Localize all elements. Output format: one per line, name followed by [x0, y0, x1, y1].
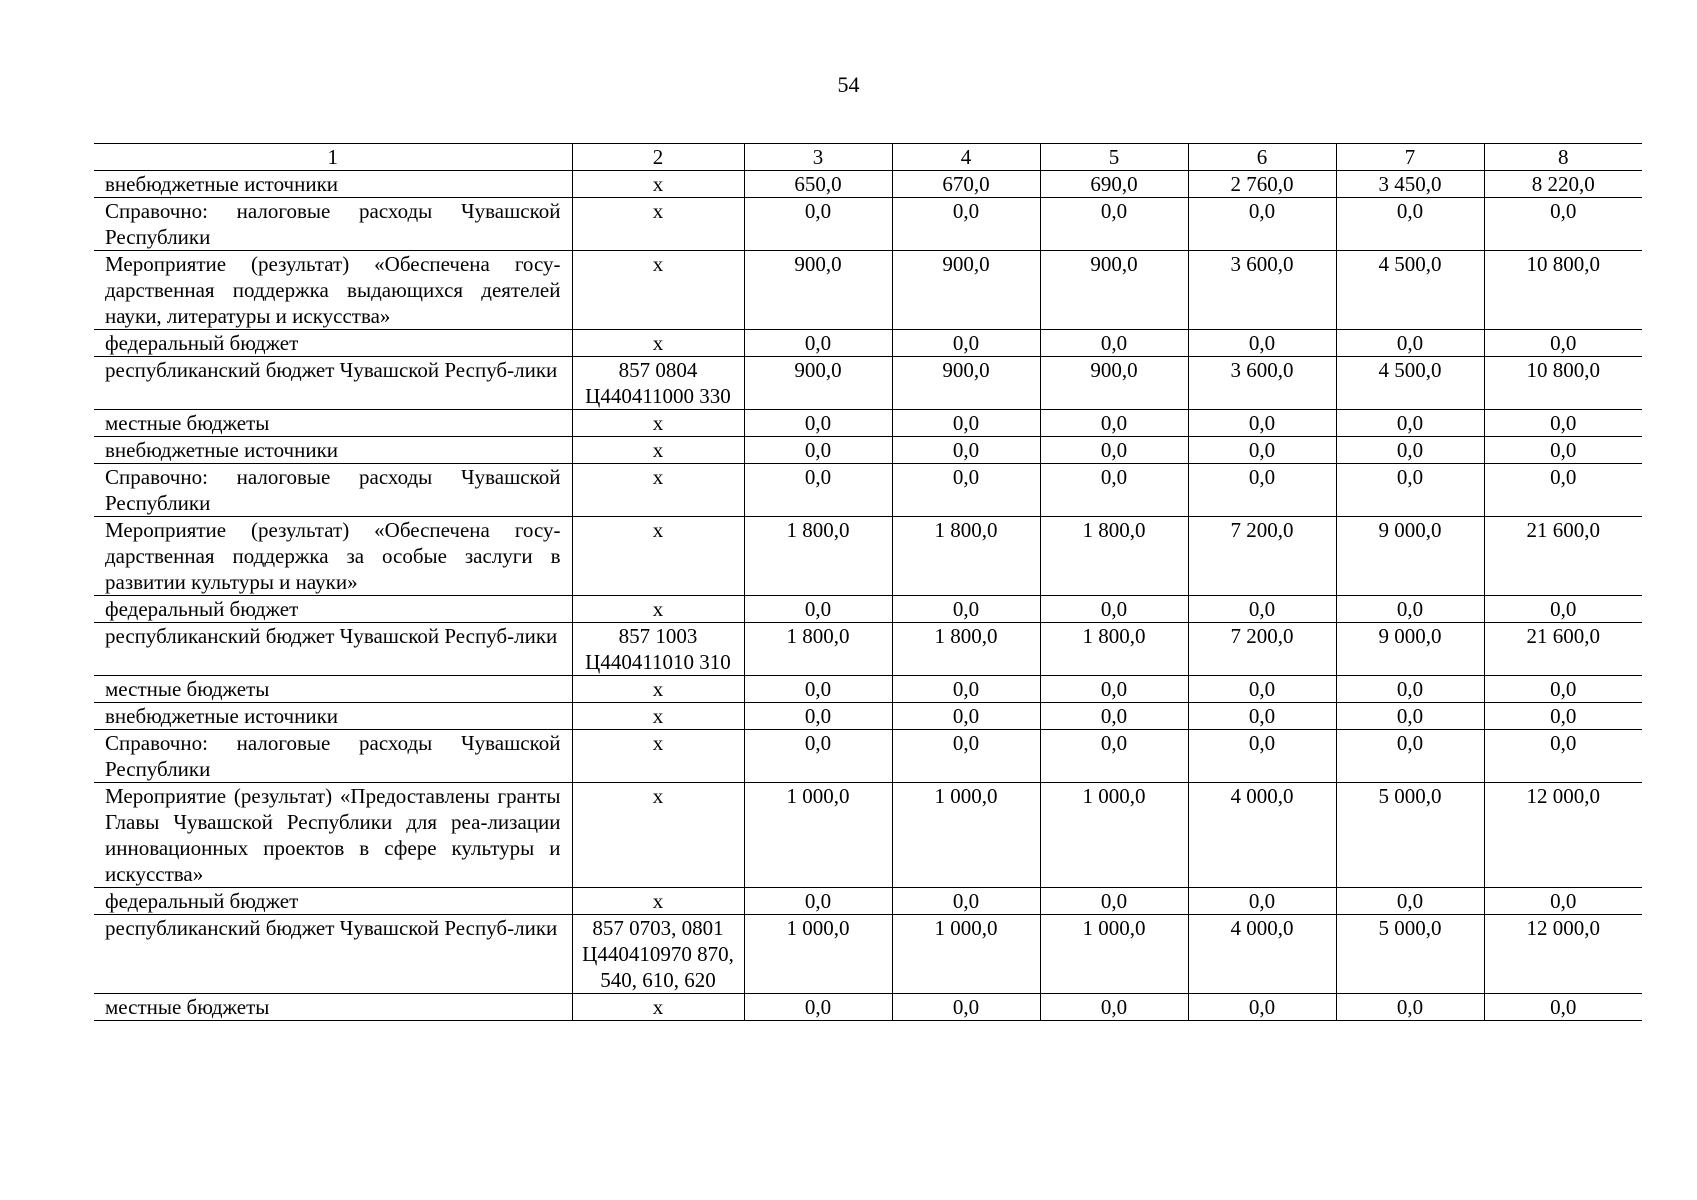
amount-cell: 0,0 [1188, 410, 1336, 437]
amount-cell: 5 000,0 [1336, 783, 1484, 888]
amount-cell: 0,0 [1484, 676, 1642, 703]
row-label-cell: республиканский бюджет Чувашской Респуб-лики [94, 623, 572, 676]
amount-cell: 7 200,0 [1188, 517, 1336, 596]
amount-cell: 12 000,0 [1484, 783, 1642, 888]
budget-code-cell: х [572, 171, 744, 198]
amount-cell: 4 000,0 [1188, 915, 1336, 994]
table-row [94, 437, 1642, 464]
amount-cell: 1 800,0 [892, 623, 1040, 676]
amount-cell: 0,0 [1484, 703, 1642, 730]
amount-cell: 0,0 [1188, 330, 1336, 357]
row-label-cell: республиканский бюджет Чувашской Респуб-лики [94, 357, 572, 410]
column-number-header: 4 [892, 144, 1040, 171]
amount-cell: 900,0 [1040, 357, 1188, 410]
amount-cell: 0,0 [1336, 437, 1484, 464]
amount-cell: 0,0 [1336, 198, 1484, 251]
budget-code-cell: х [572, 888, 744, 915]
amount-cell: 0,0 [1188, 703, 1336, 730]
amount-cell: 1 000,0 [744, 915, 892, 994]
amount-cell: 0,0 [892, 703, 1040, 730]
column-number-header: 6 [1188, 144, 1336, 171]
amount-cell: 0,0 [1484, 994, 1642, 1021]
amount-cell: 900,0 [892, 251, 1040, 330]
amount-cell: 0,0 [1040, 994, 1188, 1021]
amount-cell: 0,0 [1336, 330, 1484, 357]
amount-cell: 0,0 [892, 464, 1040, 517]
amount-cell: 0,0 [892, 410, 1040, 437]
amount-cell: 900,0 [744, 357, 892, 410]
budget-code-cell: х [572, 783, 744, 888]
amount-cell: 0,0 [744, 730, 892, 783]
amount-cell: 0,0 [744, 596, 892, 623]
amount-cell: 0,0 [744, 330, 892, 357]
table-row [94, 888, 1642, 915]
budget-code-cell: х [572, 437, 744, 464]
row-label-cell: Справочно: налоговые расходы Чувашской Республики [94, 198, 572, 251]
amount-cell: 0,0 [1040, 410, 1188, 437]
amount-cell: 1 800,0 [892, 517, 1040, 596]
amount-cell: 0,0 [744, 410, 892, 437]
row-label-cell: местные бюджеты [94, 994, 572, 1021]
amount-cell: 1 000,0 [1040, 783, 1188, 888]
amount-cell: 1 800,0 [1040, 517, 1188, 596]
amount-cell: 0,0 [1188, 596, 1336, 623]
amount-cell: 0,0 [1188, 730, 1336, 783]
amount-cell: 0,0 [1188, 888, 1336, 915]
table-row [94, 730, 1642, 783]
amount-cell: 0,0 [744, 437, 892, 464]
row-label-cell: Мероприятие (результат) «Обеспечена госу-дарственная поддержка за особые заслуги в развитии культуры и науки» [94, 517, 572, 596]
amount-cell: 0,0 [892, 330, 1040, 357]
amount-cell: 8 220,0 [1484, 171, 1642, 198]
amount-cell: 9 000,0 [1336, 517, 1484, 596]
table-row [94, 676, 1642, 703]
amount-cell: 0,0 [1040, 888, 1188, 915]
amount-cell: 0,0 [1188, 198, 1336, 251]
table-row [94, 464, 1642, 517]
row-label-cell: федеральный бюджет [94, 330, 572, 357]
amount-cell: 0,0 [1484, 437, 1642, 464]
amount-cell: 0,0 [892, 596, 1040, 623]
amount-cell: 0,0 [1336, 596, 1484, 623]
amount-cell: 0,0 [1188, 676, 1336, 703]
budget-code-cell: х [572, 330, 744, 357]
budget-code-cell: х [572, 517, 744, 596]
amount-cell: 0,0 [1188, 464, 1336, 517]
budget-code-cell: х [572, 464, 744, 517]
amount-cell: 0,0 [1040, 330, 1188, 357]
amount-cell: 1 000,0 [892, 915, 1040, 994]
amount-cell: 21 600,0 [1484, 517, 1642, 596]
row-label-cell: внебюджетные источники [94, 171, 572, 198]
amount-cell: 0,0 [1484, 730, 1642, 783]
amount-cell: 10 800,0 [1484, 357, 1642, 410]
amount-cell: 3 600,0 [1188, 357, 1336, 410]
amount-cell: 21 600,0 [1484, 623, 1642, 676]
amount-cell: 3 600,0 [1188, 251, 1336, 330]
amount-cell: 0,0 [1484, 410, 1642, 437]
column-number-header: 8 [1484, 144, 1642, 171]
amount-cell: 0,0 [892, 994, 1040, 1021]
amount-cell: 0,0 [892, 730, 1040, 783]
amount-cell: 0,0 [892, 676, 1040, 703]
amount-cell: 0,0 [1336, 464, 1484, 517]
table-row [94, 623, 1642, 676]
row-label-cell: Мероприятие (результат) «Обеспечена госу-дарственная поддержка выдающихся деятелей науки, литературы и искусства» [94, 251, 572, 330]
amount-cell: 900,0 [892, 357, 1040, 410]
budget-code-cell: 857 1003 Ц440411010 310 [572, 623, 744, 676]
amount-cell: 0,0 [1336, 994, 1484, 1021]
amount-cell: 0,0 [1040, 198, 1188, 251]
amount-cell: 12 000,0 [1484, 915, 1642, 994]
row-label-cell: республиканский бюджет Чувашской Респуб-лики [94, 915, 572, 994]
amount-cell: 4 500,0 [1336, 357, 1484, 410]
amount-cell: 0,0 [1484, 198, 1642, 251]
column-number-header: 1 [94, 144, 572, 171]
column-number-header: 5 [1040, 144, 1188, 171]
amount-cell: 0,0 [744, 994, 892, 1021]
column-number-header: 7 [1336, 144, 1484, 171]
amount-cell: 0,0 [744, 464, 892, 517]
table-row [94, 517, 1642, 596]
amount-cell: 0,0 [1484, 888, 1642, 915]
amount-cell: 0,0 [1040, 464, 1188, 517]
amount-cell: 0,0 [1484, 464, 1642, 517]
table-header-row [94, 144, 1642, 171]
amount-cell: 0,0 [744, 676, 892, 703]
budget-code-cell: х [572, 730, 744, 783]
amount-cell: 0,0 [1336, 703, 1484, 730]
row-label-cell: местные бюджеты [94, 410, 572, 437]
row-label-cell: Мероприятие (результат) «Предоставлены гранты Главы Чувашской Республики для реа-лизации инновационных проектов в сфере культуры и искусства» [94, 783, 572, 888]
table-row [94, 703, 1642, 730]
column-number-header: 2 [572, 144, 744, 171]
amount-cell: 1 000,0 [744, 783, 892, 888]
amount-cell: 0,0 [892, 888, 1040, 915]
amount-cell: 10 800,0 [1484, 251, 1642, 330]
amount-cell: 7 200,0 [1188, 623, 1336, 676]
amount-cell: 0,0 [1040, 676, 1188, 703]
amount-cell: 670,0 [892, 171, 1040, 198]
amount-cell: 0,0 [1040, 437, 1188, 464]
amount-cell: 1 800,0 [744, 517, 892, 596]
budget-code-cell: х [572, 703, 744, 730]
budget-code-cell: 857 0703, 0801 Ц440410970 870, 540, 610, 620 [572, 915, 744, 994]
table-row [94, 198, 1642, 251]
row-label-cell: Справочно: налоговые расходы Чувашской Республики [94, 464, 572, 517]
table-row [94, 251, 1642, 330]
budget-code-cell: х [572, 251, 744, 330]
amount-cell: 1 000,0 [892, 783, 1040, 888]
budget-code-cell: х [572, 994, 744, 1021]
amount-cell: 1 800,0 [744, 623, 892, 676]
table-row [94, 783, 1642, 888]
table-row [94, 357, 1642, 410]
budget-code-cell: х [572, 676, 744, 703]
amount-cell: 0,0 [1336, 730, 1484, 783]
row-label-cell: Справочно: налоговые расходы Чувашской Республики [94, 730, 572, 783]
row-label-cell: внебюджетные источники [94, 703, 572, 730]
row-label-cell: внебюджетные источники [94, 437, 572, 464]
amount-cell: 650,0 [744, 171, 892, 198]
page-number: 54 [837, 72, 860, 97]
amount-cell: 0,0 [1188, 437, 1336, 464]
budget-code-cell: 857 0804 Ц440411000 330 [572, 357, 744, 410]
table-row [94, 171, 1642, 198]
row-label-cell: федеральный бюджет [94, 596, 572, 623]
amount-cell: 0,0 [1040, 730, 1188, 783]
amount-cell: 0,0 [1040, 596, 1188, 623]
table-row [94, 330, 1642, 357]
amount-cell: 4 000,0 [1188, 783, 1336, 888]
row-label-cell: местные бюджеты [94, 676, 572, 703]
budget-code-cell: х [572, 198, 744, 251]
table-row [94, 915, 1642, 994]
amount-cell: 900,0 [744, 251, 892, 330]
table-row [94, 410, 1642, 437]
amount-cell: 2 760,0 [1188, 171, 1336, 198]
budget-table [94, 143, 1642, 1021]
table-row [94, 596, 1642, 623]
amount-cell: 0,0 [1336, 888, 1484, 915]
budget-code-cell: х [572, 596, 744, 623]
amount-cell: 0,0 [1484, 596, 1642, 623]
amount-cell: 5 000,0 [1336, 915, 1484, 994]
amount-cell: 690,0 [1040, 171, 1188, 198]
amount-cell: 4 500,0 [1336, 251, 1484, 330]
table-row [94, 994, 1642, 1021]
amount-cell: 1 800,0 [1040, 623, 1188, 676]
budget-code-cell: х [572, 410, 744, 437]
amount-cell: 900,0 [1040, 251, 1188, 330]
amount-cell: 0,0 [744, 888, 892, 915]
column-number-header: 3 [744, 144, 892, 171]
row-label-cell: федеральный бюджет [94, 888, 572, 915]
amount-cell: 0,0 [744, 198, 892, 251]
amount-cell: 0,0 [744, 703, 892, 730]
amount-cell: 0,0 [1188, 994, 1336, 1021]
amount-cell: 1 000,0 [1040, 915, 1188, 994]
amount-cell: 0,0 [1484, 330, 1642, 357]
amount-cell: 0,0 [1336, 676, 1484, 703]
amount-cell: 0,0 [1336, 410, 1484, 437]
amount-cell: 9 000,0 [1336, 623, 1484, 676]
amount-cell: 0,0 [1040, 703, 1188, 730]
amount-cell: 3 450,0 [1336, 171, 1484, 198]
amount-cell: 0,0 [892, 198, 1040, 251]
amount-cell: 0,0 [892, 437, 1040, 464]
